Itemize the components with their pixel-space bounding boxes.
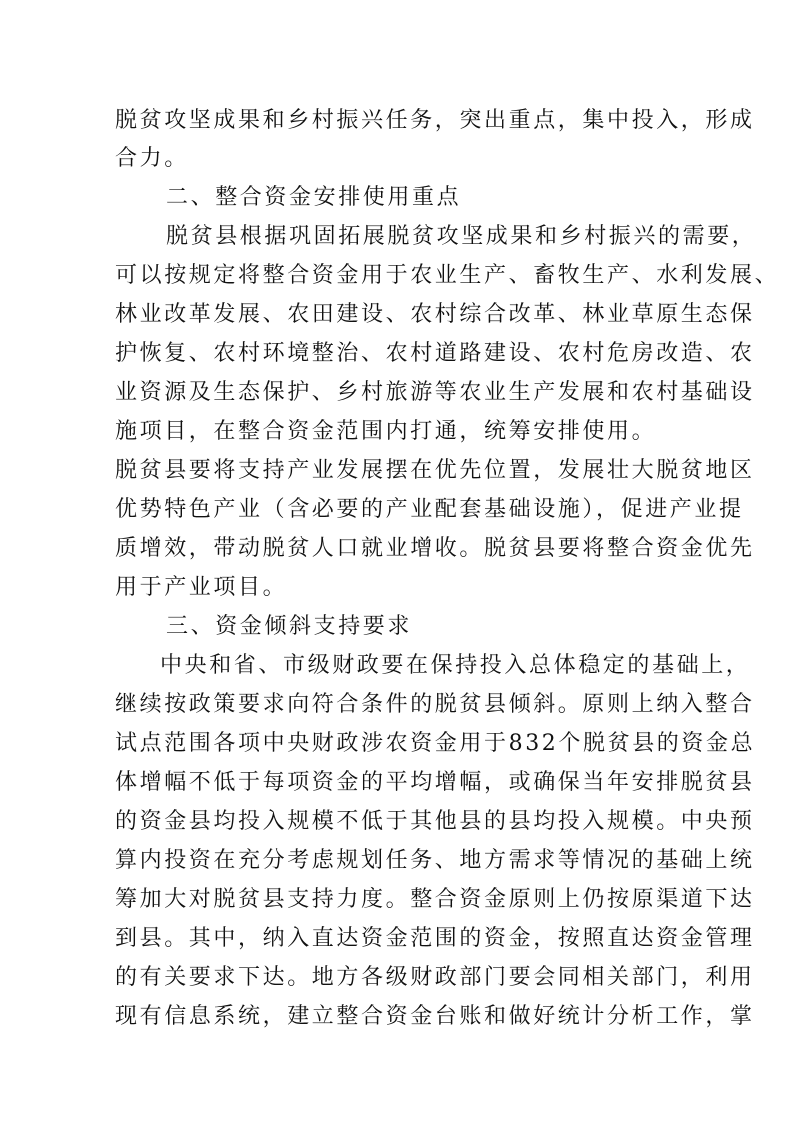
paragraph-line: 业资源及生态保护、乡村旅游等农业生产发展和农村基础设	[115, 380, 755, 405]
paragraph-line: 可以按规定将整合资金用于农业生产、畜牧生产、水利发展、	[115, 263, 780, 288]
paragraph-line: 用于产业项目。	[115, 575, 288, 600]
paragraph-line: 施项目，在整合资金范围内打通，统筹安排使用。	[115, 419, 657, 444]
paragraph-line: 护恢复、农村环境整治、农村道路建设、农村危房改造、农	[115, 341, 755, 366]
paragraph-line: 质增效，带动脱贫人口就业增收。脱贫县要将整合资金优先	[115, 536, 755, 561]
paragraph-line: 的资金县均投入规模不低于其他县的县均投入规模。中央预	[115, 809, 755, 834]
section-heading: 三、资金倾斜支持要求	[166, 614, 413, 639]
paragraph-line: 脱贫攻坚成果和乡村振兴任务，突出重点，集中投入，形成	[115, 108, 755, 133]
paragraph-line: 到县。其中，纳入直达资金范围的资金，按照直达资金管理	[115, 926, 755, 951]
paragraph-line: 现有信息系统，建立整合资金台账和做好统计分析工作，掌	[115, 1004, 755, 1029]
paragraph-line: 脱贫县要将支持产业发展摆在优先位置，发展壮大脱贫地区	[115, 458, 755, 483]
paragraph-line: 优势特色产业（含必要的产业配套基础设施），促进产业提	[115, 497, 744, 522]
paragraph-line: 合力。	[115, 146, 189, 171]
paragraph-line: 继续按政策要求向符合条件的脱贫县倾斜。原则上纳入整合	[115, 692, 755, 717]
paragraph-line: 林业改革发展、农田建设、农村综合改革、林业草原生态保	[115, 302, 755, 327]
paragraph-line: 试点范围各项中央财政涉农资金用于832个脱贫县的资金总	[115, 731, 756, 756]
paragraph-line: 中央和省、市级财政要在保持投入总体稳定的基础上，	[160, 653, 751, 678]
paragraph-line: 的有关要求下达。地方各级财政部门要会同相关部门，利用	[115, 965, 755, 990]
paragraph-line: 算内投资在充分考虑规划任务、地方需求等情况的基础上统	[115, 848, 755, 873]
paragraph-line: 脱贫县根据巩固拓展脱贫攻坚成果和乡村振兴的需要，	[166, 224, 757, 249]
paragraph-line: 筹加大对脱贫县支持力度。整合资金原则上仍按原渠道下达	[115, 887, 755, 912]
section-heading: 二、整合资金安排使用重点	[166, 185, 462, 210]
paragraph-line: 体增幅不低于每项资金的平均增幅，或确保当年安排脱贫县	[115, 770, 755, 795]
